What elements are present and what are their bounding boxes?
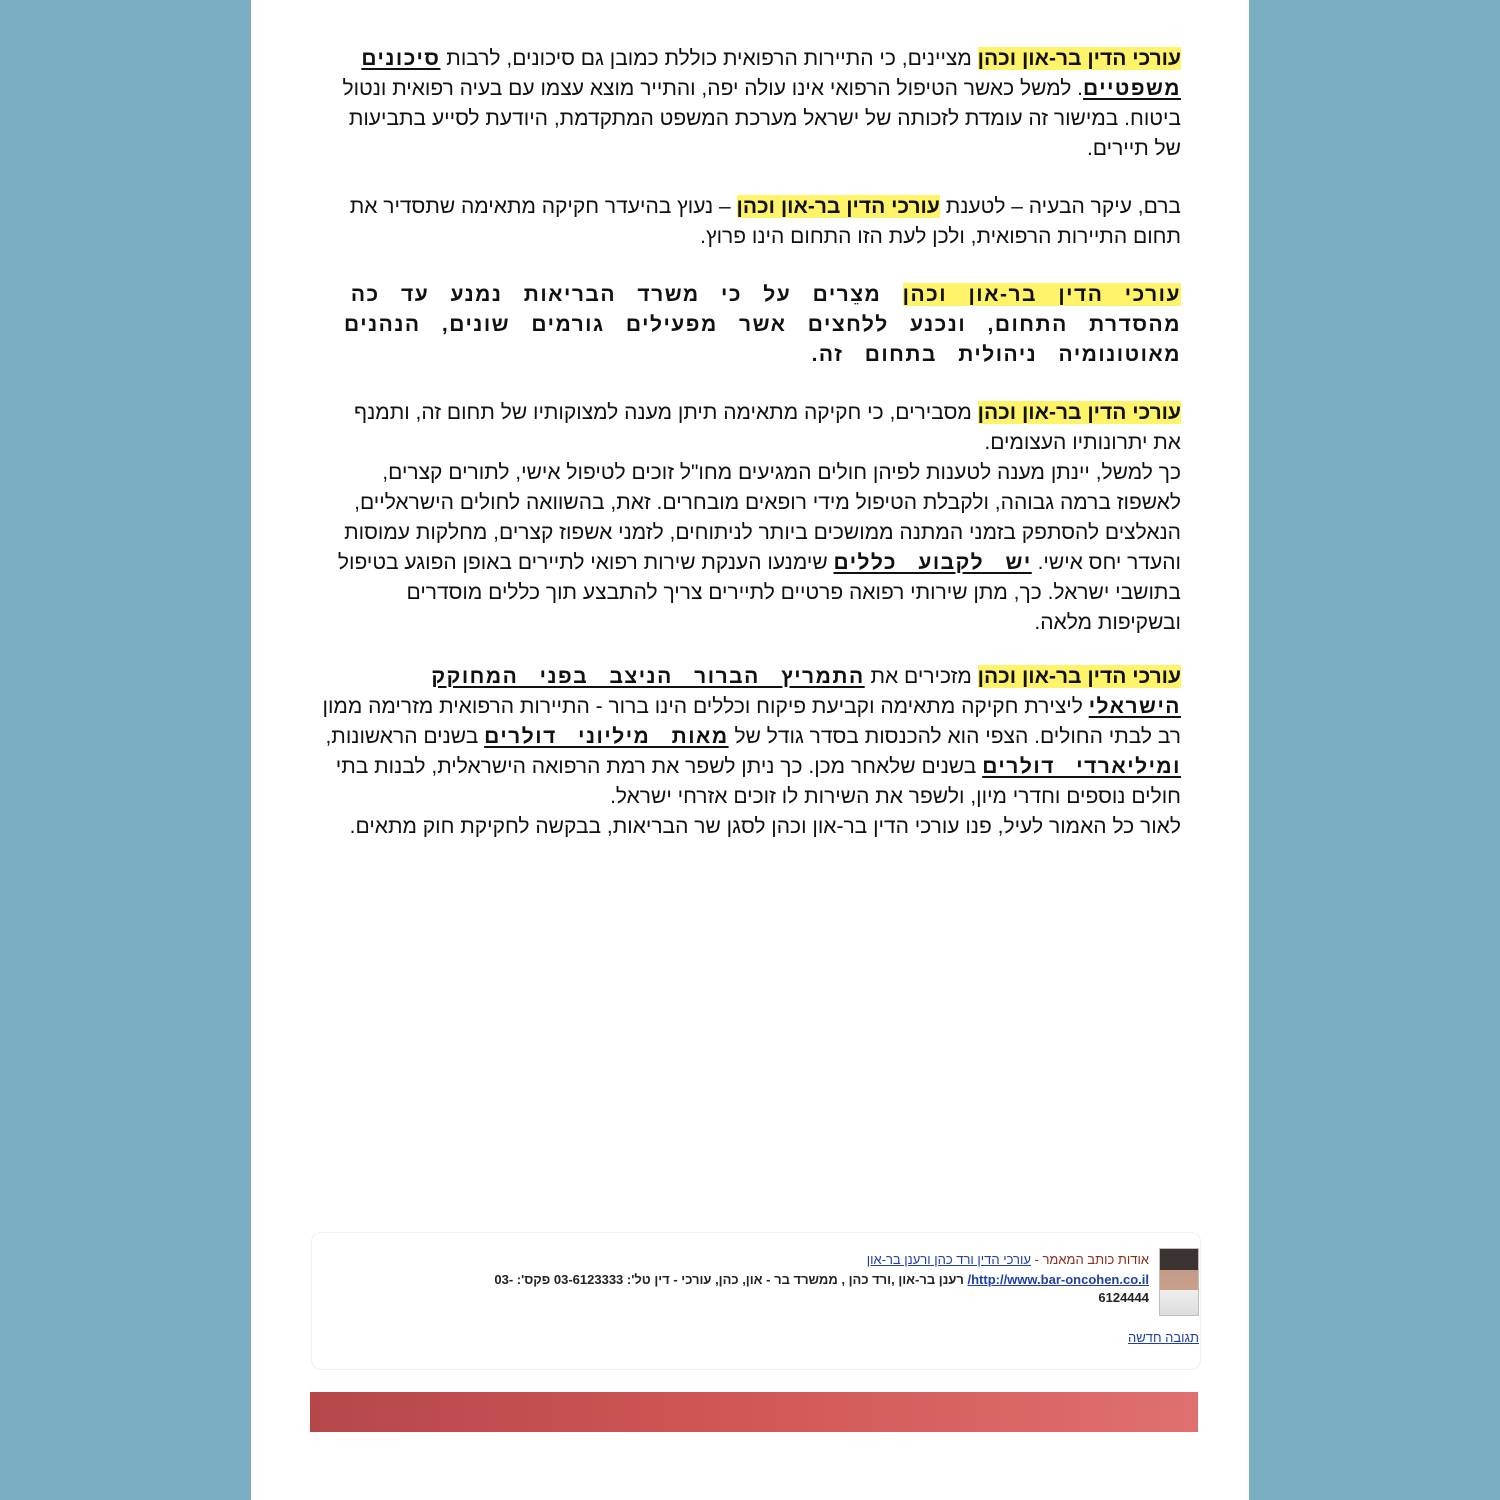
paragraph-ministry: עורכי הדין בר-און וכהן מצֵרים על כי משרד הבריאות נמנע עד כה מהסדרת התחום, ונכנע ללחצים אשר מפעילים גורמים שונים, הנהנים מאוטונומיה ניהולית בתחום זה. <box>344 283 1181 366</box>
firm-highlight: עורכי הדין בר-און וכהן <box>977 401 1181 424</box>
legal-risks-emphasis: סיכונים משפטיים <box>361 47 1181 100</box>
author-link[interactable]: עורכי הדין ורד כהן ורענן בר-און <box>866 1252 1031 1267</box>
fax-number: 6124444 <box>1098 1290 1149 1305</box>
paragraph-risks: עורכי הדין בר-און וכהן מציינים, כי התיירות הרפואית כוללת כמובן גם סיכונים, לרבות סיכונים משפטיים. למשל כאשר הטיפול הרפואי אינו עולה יפה, והתייר מוצא עצמו עם בעיה רפואית ונטול ביטוח. במישור זה עומדת לזכותה של ישראל מערכת המשפט המתקדמת, היודעת לסייע בתביעות של תיירים. <box>342 47 1181 160</box>
firm-highlight: עורכי הדין בר-און וכהן <box>977 665 1181 688</box>
closing-sentence: לאור כל האמור לעיל, פנו עורכי הדין בר-און וכהן לסגן שר הבריאות, בבקשה לחקיקת חוק מתאים. <box>349 815 1181 838</box>
billions-emphasis: ומיליארדי דולרים <box>982 755 1181 778</box>
paragraph-legislation: עורכי הדין בר-און וכהן מסבירים, כי חקיקה מתאימה תיתן מענה למצוקותיו של תחום זה, ותמנף את יתרונותיו העצומים. כך למשל, יינתן מענה לטענות לפיהן חולים המגיעים מחו"ל זוכים לטיפול אישי, לתורים קצרים, לאשפוז ברמה גבוהה, ולקבלת הטיפול מידי רופאים מובחרים. זאת, בהשוואה לחולים הישראליים, הנאלצים להסתפק בזמני המתנה ממושכים ביותר לניתוחים, לזמני אשפוז קצרים, מחלקות עמוסות והעדר יחס אישי. יש לקבוע כללים שימנעו הענקת שירות רפואי לתיירים באופן הפוגע בטיפול בתושבי ישראל. כך, מתן שירותי רפואה פרטיים לתיירים צריך להתבצע תוך כללים מוסדרים ובשקיפות מלאה. <box>337 401 1181 634</box>
paragraph-incentive: עורכי הדין בר-און וכהן מזכירים את התמריץ הברור הניצב בפני המחוקק הישראלי ליצירת חקיקה מתאימה וקביעת פיקוח וכללים הינו ברור - התיירות הרפואית מזרימה ממון רב לבתי החולים. הצפי הוא להכנסות בסדר גודל של מאות מיליוני דולרים בשנים הראשונות, ומיליארדי דולרים בשנים שלאחר מכן. כך ניתן לשפר את רמת הרפואה הישראלית, לבנות בתי חולים נוספים וחדרי מיון, ולשפר את השירות לו זוכים אזרחי ישראל. לאור כל האמור לעיל, פנו עורכי הדין בר-און וכהן לסגן שר הבריאות, בבקשה לחקיקת חוק מתאים. <box>321 662 1181 842</box>
rules-emphasis: יש לקבוע כללים <box>833 551 1032 574</box>
author-details: http://www.bar-oncohen.co.il/ רענן בר-און ,ורד כהן , ממשרד בר - און, כהן, עורכי - דין טל': 03-6123333 פקס': -03 <box>494 1272 1149 1287</box>
website-link[interactable]: http://www.bar-oncohen.co.il/ <box>967 1272 1149 1287</box>
hundreds-millions-emphasis: מאות מיליוני דולרים <box>484 725 729 748</box>
firm-highlight: עורכי הדין בר-און וכהן <box>977 47 1181 70</box>
firm-highlight: עורכי הדין בר-און וכהן <box>902 283 1181 306</box>
new-reply-link[interactable]: תגובה חדשה <box>1128 1330 1199 1345</box>
incentive-emphasis: התמריץ הברור הניצב בפני המחוקק הישראלי <box>431 665 1181 718</box>
footer-red-bar <box>310 1392 1198 1432</box>
firm-highlight: עורכי הדין בר-און וכהן <box>736 195 940 218</box>
document-page <box>251 0 1249 1500</box>
author-line <box>867 1250 1149 1269</box>
author-photo <box>1159 1248 1199 1316</box>
about-author-label: אודות כותב המאמר - <box>1030 1252 1149 1267</box>
paragraph-problem: ברם, עיקר הבעיה – לטענת עורכי הדין בר-און וכהן – נעוץ בהיעדר חקיקה מתאימה שתסדיר את תחום התיירות הרפואית, ולכן לעת הזו התחום הינו פרוץ. <box>349 195 1181 248</box>
